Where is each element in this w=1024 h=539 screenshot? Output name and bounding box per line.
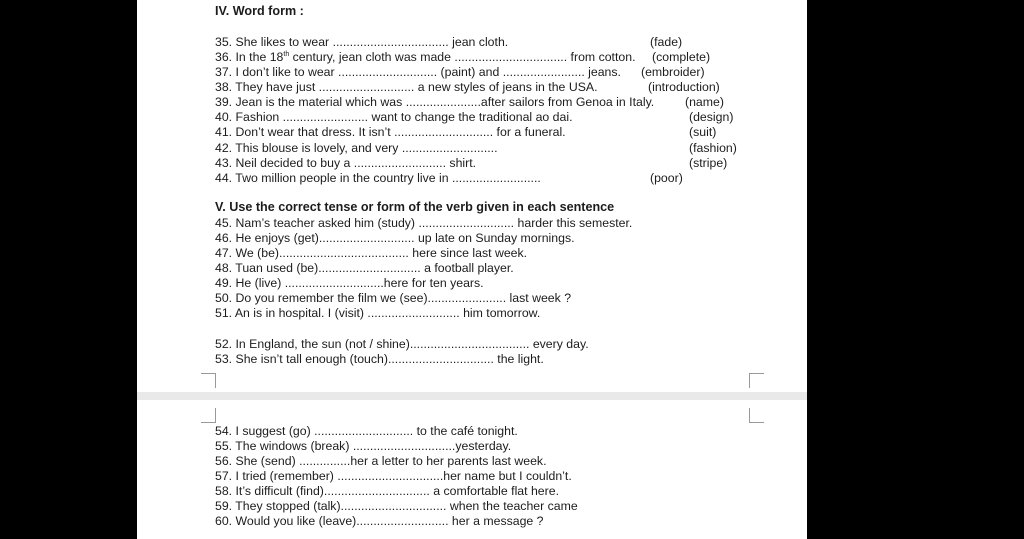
exercise-36: 36. In the 18th century, jean cloth was made ................................. from cotton.	[215, 50, 636, 64]
hint-35: (fade)	[650, 35, 683, 49]
exercise-50: 50. Do you remember the film we (see)....................... last week ?	[215, 291, 572, 305]
hint-43: (stripe)	[689, 156, 728, 170]
worksheet-upper-sheet	[137, 0, 807, 392]
hint-42: (fashion)	[689, 141, 737, 155]
exercise-48: 48. Tuan used (be).............................. a football player.	[215, 261, 514, 275]
exercise-43: 43. Neil decided to buy a ........................... shirt.	[215, 156, 477, 170]
hint-38: (introduction)	[648, 80, 720, 94]
exercise-42: 42. This blouse is lovely, and very ............................	[215, 141, 498, 155]
worksheet-page	[137, 0, 807, 539]
exercise-45: 45. Nam’s teacher asked him (study) ............................ harder this semester.	[215, 216, 633, 230]
exercise-55: 55. The windows (break) ..............................yesterday.	[215, 439, 512, 453]
section-iv-title: IV. Word form :	[215, 4, 304, 18]
hint-36: (complete)	[652, 50, 711, 64]
exercise-38: 38. They have just ............................ a new styles of jeans in the USA.	[215, 80, 598, 94]
exercise-41: 41. Don’t wear that dress. It isn’t ............................. for a funeral.	[215, 125, 566, 139]
hint-37: (embroider)	[641, 65, 705, 79]
exercise-56: 56. She (send) ...............her a letter to her parents last week.	[215, 454, 547, 468]
crop-mark-bottom-left	[201, 408, 216, 423]
exercise-39: 39. Jean is the material which was ......................after sailors from Genoa in Italy.	[215, 95, 655, 109]
hint-40: (design)	[689, 110, 734, 124]
hint-41: (suit)	[689, 125, 717, 139]
crop-mark-top-right	[749, 373, 764, 388]
exercise-59: 59. They stopped (talk)............................... when the teacher came	[215, 499, 578, 513]
hint-44: (poor)	[650, 171, 683, 185]
exercise-46: 46. He enjoys (get)............................ up late on Sunday mornings.	[215, 231, 575, 245]
exercise-40: 40. Fashion ......................... want to change the traditional ao dai.	[215, 110, 573, 124]
exercise-51: 51. An is in hospital. I (visit) ........................... him tomorrow.	[215, 306, 541, 320]
exercise-44: 44. Two million people in the country live in ..........................	[215, 171, 541, 185]
exercise-60: 60. Would you like (leave)........................... her a message ?	[215, 514, 544, 528]
exercise-54: 54. I suggest (go) ............................. to the café tonight.	[215, 424, 518, 438]
hint-39: (name)	[685, 95, 724, 109]
exercise-35: 35. She likes to wear .................................. jean cloth.	[215, 35, 509, 49]
exercise-37: 37. I don’t like to wear ............................. (paint) and ........................ jeans.	[215, 65, 621, 79]
section-v-title: V. Use the correct tense or form of the verb given in each sentence	[215, 200, 615, 214]
crop-mark-bottom-right	[749, 408, 764, 423]
exercise-57: 57. I tried (remember) ...............................her name but I couldn’t.	[215, 469, 572, 483]
exercise-52: 52. In England, the sun (not / shine)................................... every day.	[215, 337, 589, 351]
exercise-47: 47. We (be)...................................... here since last week.	[215, 246, 528, 260]
exercise-58: 58. It’s difficult (find)............................... a comfortable flat here.	[215, 484, 559, 498]
page-divider	[137, 392, 807, 400]
crop-mark-top-left	[201, 373, 216, 388]
exercise-49: 49. He (live) .............................here for ten years.	[215, 276, 484, 290]
worksheet-lower-sheet	[137, 400, 807, 539]
exercise-53: 53. She isn’t tall enough (touch)............................... the light.	[215, 352, 544, 366]
